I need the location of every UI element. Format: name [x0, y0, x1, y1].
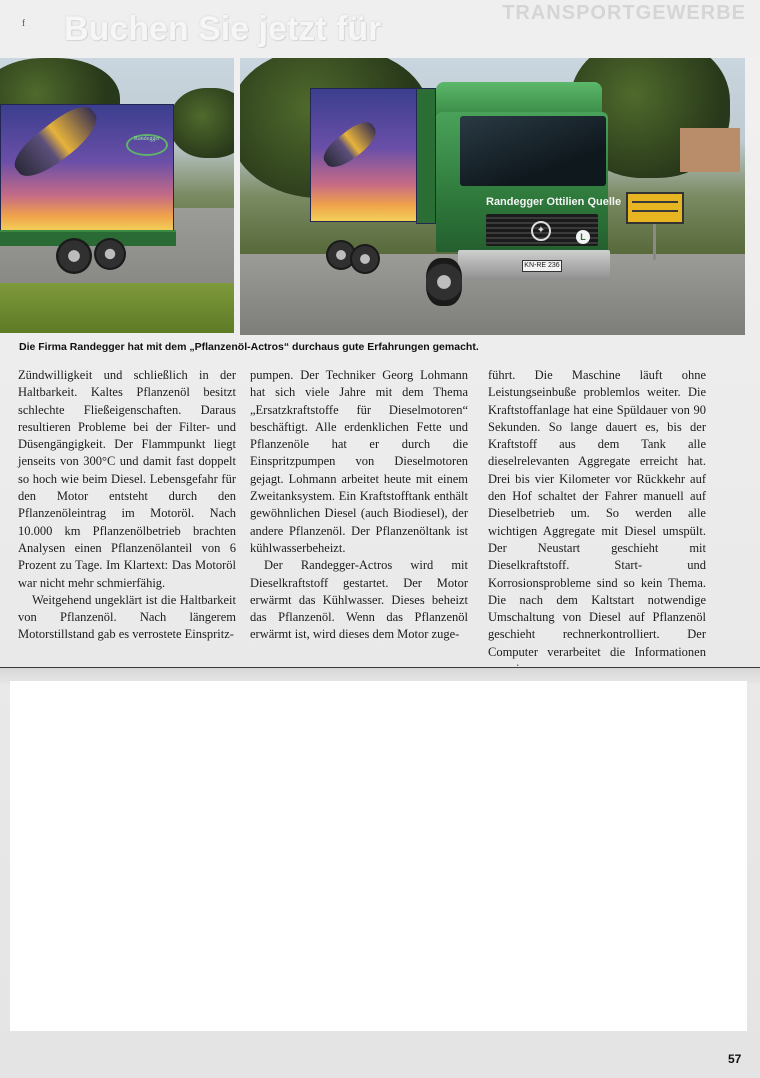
page-number: 57 — [728, 1052, 742, 1066]
sign-text-line — [632, 210, 678, 212]
grass — [0, 283, 234, 333]
wheel — [94, 238, 126, 270]
l-badge: L — [576, 230, 590, 244]
paragraph: Weitgehend ungeklärt ist die Haltbarkeit von Pflanzenöl. Nach längerem Motorstillstand gab es verrostete Einspritz- — [18, 592, 236, 642]
show-through-headline: Buchen Sie jetzt für — [64, 10, 382, 48]
wheel — [426, 258, 462, 306]
direction-sign — [626, 192, 684, 224]
mercedes-star-icon: ✦ — [531, 221, 551, 241]
section-title: TRANSPORTGEWERBE — [502, 2, 746, 24]
page-header — [0, 0, 760, 58]
brand-logo — [126, 134, 168, 156]
paragraph: Der Randegger-Actros wird mit Dieselkraftstoff gestartet. Der Motor erwärmt das Kühlwasser. Dieses beheizt das Pflanzenöl. Wenn das Pflanzenöl erwärmt ist, wird dieses dem Motor zuge- — [250, 558, 468, 642]
cab-roof — [436, 82, 602, 116]
paragraph: Zündwilligkeit und schließlich in der Haltbarkeit. Kaltes Pflanzenöl besitzt schlechte Fließeigenschaften. Daraus resultieren Probleme bei der Filter- und Düsengängigkeit. Der Flammpunkt liegt jenseits von 300°C und damit fast doppelt so hoch wie beim Diesel. Lebensgefahr für den Motor entsteht durch den Pflanzenöleintrag im Motoröl. Nach 10.000 km Pflanzenölbetrieb brachten Analysen einen Pflanzenölanteil von 6 Prozent zu Tage. Im Klartext: Das Motoröl war nicht mehr schmierfähig. — [18, 368, 236, 590]
redacted-area — [10, 681, 747, 1031]
house — [680, 128, 740, 172]
sign-text-line — [632, 201, 678, 203]
brand-logo-text: Randegger — [134, 136, 160, 142]
wheel — [56, 238, 92, 274]
paragraph: führt. Die Maschine läuft ohne Leistungseinbuße problemlos weiter. Die Kraftstoffanlage hat eine Spüldauer von 90 Sekunden. So lange dauert es, bis der Kraftstoff aus dem Tank alle dieselrelevanten Aggregate erreicht hat. Drei bis vier Kilometer vor Rückkehr auf den Hof schaltet der Fahrer manuell auf Dieselbetrieb um. So werden alle wichtigen Aggregate mit Diesel umspült. Der Neustart geschieht mit Dieselkraftstoff. Start- und Korrosionsprobleme sind so kein Thema. Die nach dem Kaltstart notwendige Umschaltung von Diesel auf Pflanzenöl geschieht rechnerkontrolliert. Der Computer verarbeitet die Informationen — [488, 368, 706, 659]
license-plate: KN-RE 236 — [522, 260, 562, 272]
trailer-front-wall — [416, 88, 436, 224]
windshield — [460, 116, 606, 186]
trees — [170, 88, 234, 158]
cab-lettering: Randegger Ottilien Quelle — [486, 196, 622, 208]
text-column-2 — [250, 367, 468, 644]
paragraph: pumpen. Der Techniker Georg Lohmann hat sich viele Jahre mit dem Thema „Ersatzkraftstoffe für Dieselmotoren“ beschäftigt. Alle erdenklichen Fette und Pflanzenöle hat er durch die Einspritzpumpen von Dieselmotoren gejagt. Lohmann arbeitet heute mit einem Zweitanksystem. Ein Kraftstofftank enthält gewöhnlichen Diesel (auch Biodiesel), der andere Pflanzenöl. Der Pflanzenöltank ist kühlwasserbeheizt. — [250, 368, 468, 555]
wheel — [350, 244, 380, 274]
corner-mark: f — [22, 18, 25, 28]
photo-caption: Die Firma Randegger hat mit dem „Pflanzenöl-Actros“ durchaus gute Erfahrungen gemacht. — [19, 341, 479, 353]
text-column-3 — [488, 367, 706, 678]
trailer-chassis — [0, 230, 176, 246]
text-column-1 — [18, 367, 236, 644]
photo-truck-rear — [0, 58, 234, 333]
photo-truck-front — [240, 58, 745, 335]
